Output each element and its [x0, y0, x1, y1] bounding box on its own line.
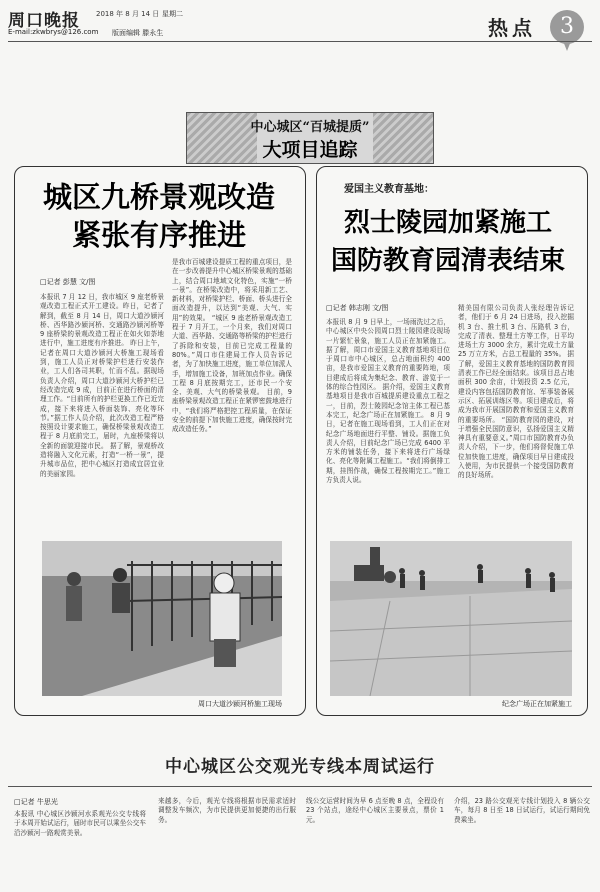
story-right-kicker: 爱国主义教育基地：: [344, 184, 434, 195]
story-right-caption: 纪念广场正在加紧施工: [502, 700, 572, 708]
campaign-banner: [186, 112, 434, 164]
story-right-col1: 本报讯 8 月 9 日早上，一场雨洗过之后，中心城区中央公园周口烈士陵园建设现场一片繁忙景象，施工人员正在加紧施工。据了解，周口市爱国主义教育基地项目位于周口市中心城区，总占地面积约 400 亩，是我市爱国主义教育的重要阵地，项目建成后将成为集纪念、教育、游览于一体的综合性园区。 据介绍，爱国主义教育基地项目是我市百城提质建设重点工程之一，目前，烈士陵园纪念馆主体工程已基本完工，纪念广场正在加紧施工。 8 月 9 日，记者在施工现场看到，工人们正在对纪念广场地面进行平整、铺设。据施工负责人介绍，目前纪念广场已完成 6400 平方米的铺装任务，接下来将进行广场绿化、亮化等附属工程施工。“我们将倒排工期，挂图作战，确保工程按期完工。”施工方负责人说。: [326, 318, 450, 485]
story-bottom-col4: 介绍，23 路公交观光专线计划投入 8 辆公交车，每月 8 日至 18 日试运行，试运行期间免费乘坐。: [454, 797, 590, 824]
issue-date: 2018 年 8 月 14 日: [96, 10, 160, 18]
contact-email: E-mail:zkwbrys@126.com: [8, 28, 99, 36]
headline-line: 城区九桥景观改造: [42, 180, 275, 214]
story-right-col2: 精美国有限公司负责人张经理告诉记者，他们于 6 月 24 日进场，投入挖掘机 3 台、推土机 3 台、压路机 3 台，完成了清表、整理土方等工作，日平均进场土方 3000 余方，累计完成土方量 25 万立方米，占总工程量的 35%。 据了解，爱国主义教育基地的国防教育园清表工作已经全面结束。该项目总占地面积 300 余亩，计划投资 2.5 亿元，建设内容包括国防教育馆、军事装备展示区、拓展训练区等。项目建成后，将成为我市开展国防教育和爱国主义教育的重要场所。 “国防教育园的建设，对于增强全民国防意识，弘扬爱国主义精神具有重要意义。”周口市国防教育办负责人介绍，下一步，他们将督促施工单位加快施工进度，确保项目早日建成投入使用，为市民提供一个接受国防教育的良好场所。: [458, 304, 574, 480]
story-left-byline: □记者 彭慧 文/图: [40, 278, 96, 286]
story-bottom-col3: 线公交运营时间为早 6 点至晚 8 点，全程设有 23 个站点，途经中心城区主要景点，票价 1 元。: [306, 797, 444, 824]
banner-line1: 中心城区“百城提质”: [250, 120, 370, 135]
story-bottom-col1: 本报讯 中心城区沙颍河水系观光公交专线将于本周开始试运行，届时市民可以乘坐公交车沿沙颍河一路观赏美景。: [14, 810, 146, 837]
story-left-caption: 周口大道沙颍河桥施工现场: [198, 700, 282, 708]
headline-line: 国防教育园清表结束: [330, 246, 565, 276]
story-right-photo: [330, 541, 572, 696]
headline-line: 烈士陵园加紧施工: [343, 208, 552, 238]
issue-weekday: 星期二: [162, 10, 183, 18]
story-left-photo: [42, 541, 282, 696]
story-right-byline: □记者 韩志刚 文/图: [326, 304, 389, 312]
story-left-col1: 本报讯 7 月 12 日，我市城区 9 座老桥景观改造工程正式开工建设。昨日，记者了解到，截至 8 月 14 日，周口大道沙颍河桥、西华路沙颍河桥、交通路沙颍河桥等 9 座桥梁的景观改造工程正在如火如荼地进行中，施工进度有序推进。 昨日上午，记者在周口大道沙颍河大桥施工现场看到，施工人员正对桥梁护栏进行安装作业，工人们各司其职，忙而不乱。据现场负责人介绍，周口大道沙颍河大桥护栏已经改造完成 9 成，目前正在进行桥面的清理工作。“目前所有的护栏更换工作已近完成，接下来将进入桥面装饰、亮化等环节。”据工作人员介绍，此次改造工程严格按照设计要求施工，确保桥梁景观改造工程于 8 月底前完工，届时，九座桥梁将以全新的面貌迎接市民。 据了解，景观桥改造将融入文化元素，打造“一桥一景”，提升城市品位，把中心城区打造成宜居宜业的美丽家园。: [40, 293, 164, 478]
section-name: 热点: [488, 16, 536, 40]
page-editor: 版面编辑 滕永生: [112, 29, 164, 37]
masthead-rule: [8, 41, 592, 42]
page-number-badge: 3: [550, 10, 584, 44]
story-left-col2: 是我市百城建设提质工程的重点项目，是在一步改善提升中心城区桥梁景观的基础上，结合周口地域文化特色，实施“一桥一景”。在桥梁改造中，将采用新工艺、新材料，对桥梁护栏、桥面、桥头进行全面改造提升，以达到“美观、大气、实用”的效果。 “城区 9 座老桥景观改造工程于 7 月开工，一个月来，我们对周口大道、西华路、交通路等桥梁的护栏进行了拆除和安装，目前已完成工程量的 80%。”周口市住建局工作人员告诉记者，为了加快施工进度，施工单位加派人手，增加施工设备，加班加点作业。确保工程 8 月底按期完工，还市民一个安全、美观、大气的桥梁景观。 目前，9 座桥梁景观改造工程正在紧锣密鼓地进行中，“我们将严格把控工程质量，在保证安全的前提下加快施工进度，确保按时完成改造任务。”: [172, 258, 292, 434]
section-divider: [8, 786, 592, 787]
story-bottom-byline: □记者 牛思光: [14, 798, 58, 806]
story-right-headline: [318, 204, 578, 280]
headline-line: 紧张有序推进: [71, 218, 246, 252]
banner-line2: 大项目追踪: [262, 139, 358, 161]
bridge-construction-photo: [42, 541, 282, 696]
story-left-headline: [24, 178, 294, 254]
story-bottom-headline: 中心城区公交观光专线本周试运行: [165, 757, 435, 777]
memorial-plaza-construction-photo: [330, 541, 572, 696]
story-bottom-col2: 来越多，今后，观光专线将根据市民需求适时调整发车频次，为市民提供更加便捷的出行服务。: [158, 797, 296, 824]
newspaper-logo: 周口晚报: [8, 11, 80, 31]
